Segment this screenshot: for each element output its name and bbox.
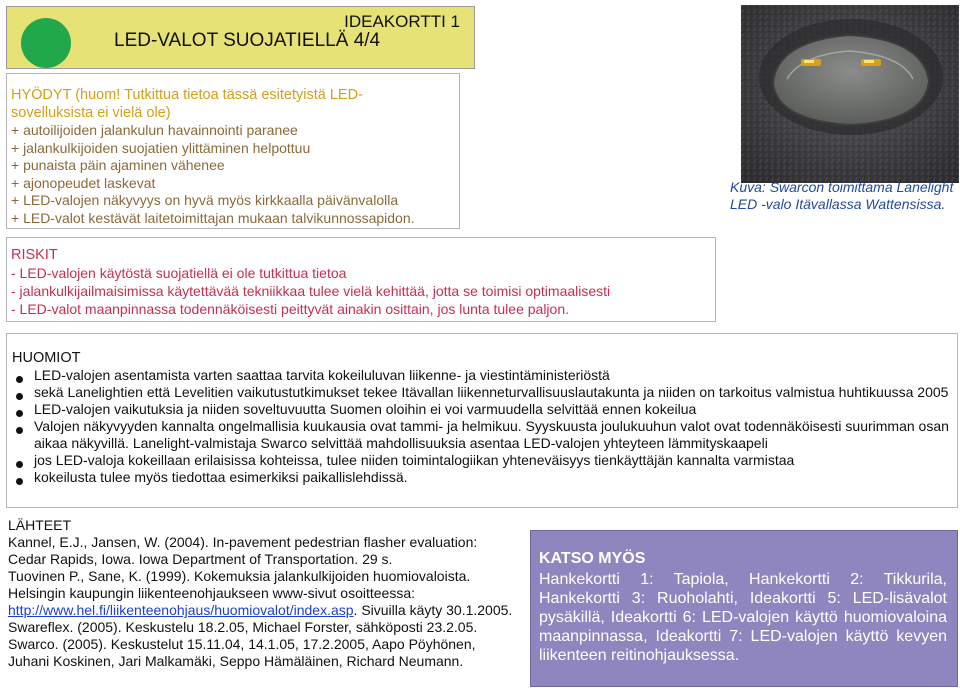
- sources-section: [8, 517, 518, 670]
- source-link-suffix: . Sivuilla käyty 30.1.2005.: [353, 602, 513, 618]
- notes-box: [6, 333, 958, 508]
- benefits-box: [6, 73, 460, 229]
- source-entry: Helsingin kaupungin liikenteenohjaukseen www-sivut osoitteessa:: [8, 585, 416, 601]
- card-series: IDEAKORTTI 1: [344, 12, 460, 31]
- see-also-box: [530, 530, 958, 687]
- notes-list: [12, 367, 957, 486]
- note-item: jos LED-valoja kokeillaan erilaisissa kohteissa, tulee niiden toimintalogiikan yhteneväisyys tienkäyttäjän kannalta varmistaa: [12, 452, 957, 469]
- note-item: kokeilusta tulee myös tiedottaa esimerkiksi paikallislehdissä.: [12, 469, 957, 486]
- source-entry: [8, 602, 518, 619]
- source-entry: Kannel, E.J., Jansen, W. (2004). In-pavement pedestrian flasher evaluation: Cedar Rapids, Iowa. Iowa Department of Transportation. 29 s.: [8, 534, 478, 567]
- risks-heading: RISKIT: [11, 247, 58, 263]
- card-header: [6, 6, 475, 69]
- risk-item: - LED-valot maanpinnassa todennäköisesti peittyvät ainakin osittain, jos lunta tulee paljon.: [11, 301, 569, 317]
- benefit-item: + punaista päin ajaminen vähenee: [11, 157, 225, 173]
- note-item: LED-valojen asentamista varten saattaa tarvita kokeiluluvan liikenne- ja viestintäministeriöstä: [12, 367, 957, 384]
- note-item: sekä Lanelightien että Levelitien vaikutustutkimukset tekee Itävallan liikenneturvallisuuslautakunta ja niiden on tarkoitus valmistua huhtikuussa 2005: [12, 384, 957, 401]
- photo-caption: Kuva: Swarcon toimittama Lanelight LED -valo Itävallassa Wattensissa.: [730, 179, 954, 212]
- benefit-item: + LED-valot kestävät laitetoimittajan mukaan talvikunnossapidon.: [11, 209, 415, 226]
- note-item: Valojen näkyvyyden kannalta ongelmallisia kuukausia ovat tammi- ja helmikuu. Syyskuusta joulukuuhun valot ovat todennäköisesti suurimman osan aikaa näkyvillä. Lanelight-valmistaja Swarco selvittää mahdollisuuksia asentaa LED-valojen yhteyteen lämmityskaapeli: [12, 418, 957, 452]
- card-title: LED-VALOT SUOJATIELLÄ 4/4: [114, 30, 381, 51]
- risks-box: [6, 237, 716, 322]
- note-item: LED-valojen vaikutuksia ja niiden soveltuvuutta Suomen oloihin ei voi varmuudella selvittää ennen kokeilua: [12, 401, 957, 418]
- led-light-photo: [741, 5, 959, 183]
- source-entry: Swareflex. (2005). Keskustelu 18.2.05, Michael Forster, sähköposti 23.2.05.: [8, 619, 478, 635]
- benefit-item: + LED-valojen näkyvyys on hyvä myös kirkkaalla päivänvalolla: [11, 192, 399, 208]
- see-also-heading: KATSO MYÖS: [539, 550, 646, 567]
- benefit-item: + jalankulkijoiden suojatien ylittäminen helpottuu: [11, 139, 311, 156]
- benefit-item: + autoilijoiden jalankulun havainnointi paranee: [11, 122, 298, 138]
- sources-heading: LÄHTEET: [8, 517, 72, 533]
- notes-heading: HUOMIOT: [12, 350, 81, 366]
- benefit-item: + ajonopeudet laskevat: [11, 174, 156, 191]
- benefits-intro: HYÖDYT (huom! Tutkittua tietoa tässä esitetyistä LED-sovelluksista ei vielä ole): [11, 87, 363, 121]
- see-also-text: Hankekortti 1: Tapiola, Hankekortti 2: Tikkurila, Hankekortti 3: Ruoholahti, Ideakortti 5: LED-lisävalot pysäkillä, Ideakortti 6: LED-valojen käyttö huomiovaloina maanpinnassa, Ideakortti 7: LED-valojen käyttö kevyen liikenteen reitinohjauksessa.: [539, 571, 947, 664]
- risk-item: - LED-valojen käytöstä suojatiellä ei ole tutkittua tietoa: [11, 265, 347, 281]
- source-entry: Swarco. (2005). Keskustelut 15.11.04, 14.1.05, 17.2.2005, Aapo Pöyhönen, Juhani Koskinen, Jari Malkamäki, Seppo Hämäläinen, Richard Neumann.: [8, 636, 476, 669]
- risk-item: - jalankulkijailmaisimissa käytettävää tekniikkaa tulee vielä kehittää, jotta se toimisi optimaalisesti: [11, 283, 611, 299]
- source-entry: Tuovinen P., Sane, K. (1999). Kokemuksia jalankulkijoiden huomiovaloista.: [8, 568, 471, 584]
- source-link[interactable]: http://www.hel.fi/liikenteenohjaus/huomiovalot/index.asp: [8, 602, 354, 618]
- green-status-dot: [21, 18, 71, 68]
